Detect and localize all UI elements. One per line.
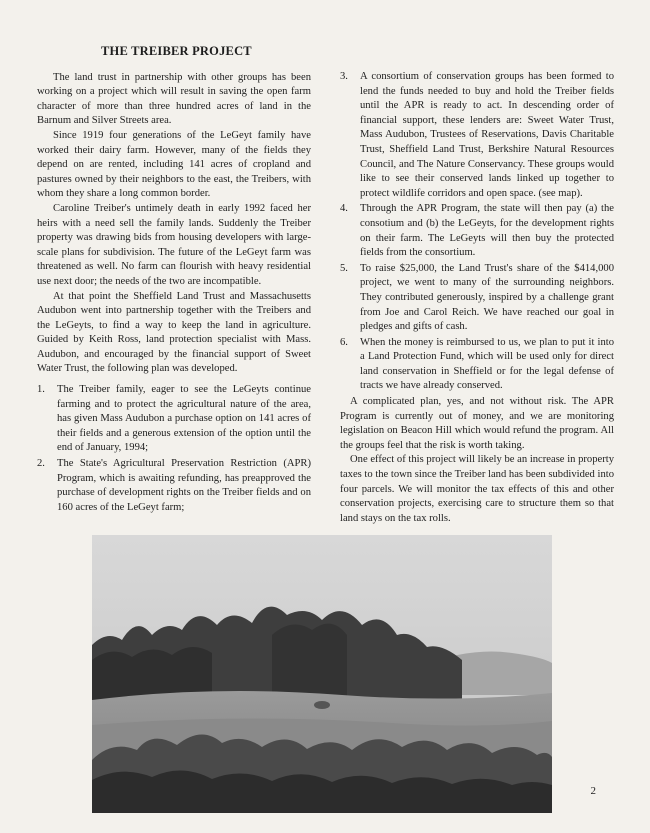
list-number: 6. bbox=[340, 336, 348, 348]
paragraph: One effect of this project will likely be an increase in property taxes to the town since the Treiber land has been subdivided into four parcels. We will monitor the tax effects of this and other conservation projects, exercising care to structure them so that land stays on the tax rolls. bbox=[340, 454, 614, 524]
list-text: The Treiber family, eager to see the LeGeyts continue farming and to protect the agricultural nature of the area, has given Mass Audubon a purchase option on 141 acres of their fields and a generous extension of the option until the end of January, 1994; bbox=[57, 384, 311, 454]
list-number: 2. bbox=[37, 458, 45, 470]
left-column bbox=[37, 44, 311, 516]
article-title: THE TREIBER PROJECT bbox=[101, 44, 252, 58]
paragraph: Since 1919 four generations of the LeGeyt family have worked their dairy farm. However, many of the fields they depend on are rented, including 141 acres of cropland and pastures owned by their neighbors to the east, the Treibers, with whom they share a long common border. bbox=[37, 129, 311, 200]
list-text: The State's Agricultural Preservation Restriction (APR) Program, which is awaiting refunding, has preapproved the purchase of development rights on the Treiber fields and on 160 acres of the LeGeyt farm; bbox=[57, 458, 311, 513]
list-item bbox=[340, 202, 614, 260]
list-number: 1. bbox=[37, 384, 45, 396]
plan-list-right bbox=[340, 70, 614, 394]
landscape-photo bbox=[92, 535, 552, 813]
page-number: 2 bbox=[590, 785, 596, 797]
list-text: To raise $25,000, the Land Trust's share of the $414,000 project, we went to many of the surrounding neighbors. They contributed generously, inspired by a challenge grant from Joe and Carol Reich. We have reached our goal in pledges and gifts of cash. bbox=[360, 262, 614, 333]
list-number: 5. bbox=[340, 262, 348, 274]
right-column bbox=[340, 70, 614, 526]
list-item bbox=[37, 383, 311, 456]
list-text: Through the APR Program, the state will then pay (a) the consotium and (b) the LeGeyts, for the development rights on their farm. The LeGeyts will then buy the protected fields from the consortium. bbox=[360, 203, 614, 259]
farm-field-image bbox=[92, 535, 552, 813]
list-item bbox=[340, 70, 614, 201]
paragraph: Caroline Treiber's untimely death in early 1992 faced her heirs with a need sell the family lands. Suddenly the Treiber property was drawing bids from housing developers with large-scale plans for subdivision. The future of the LeGeyt farm was threatened as well. No farm can flourish with heavy residential use next door; the needs of the two are incompatible. bbox=[37, 202, 311, 287]
list-text: When the money is reimbursed to us, we plan to put it into a Land Protection Fund, which will be used only for direct land conservation in Sheffield or for the legal defense of tracts we have already conserved. bbox=[360, 336, 614, 392]
paragraph: A complicated plan, yes, and not without risk. The APR Program is currently out of money, and we are monitoring legislation on Beacon Hill which would refund the program. All the groups feel that the risk is worth taking. bbox=[340, 396, 614, 451]
paragraph: At that point the Sheffield Land Trust and Massachusetts Audubon went into partnership together with the Treibers and the LeGeyts, to find a way to keep the land in agriculture. Guided by Keith Ross, land protection specialist with Mass. Audubon, and encouraged by the financial support of Sweet Water Trust, the following plan was developed. bbox=[37, 290, 311, 375]
plan-list-left bbox=[37, 383, 311, 515]
list-number: 3. bbox=[340, 71, 348, 82]
list-item bbox=[340, 336, 614, 394]
paragraph: The land trust in partnership with other groups has been working on a project which will result in saving the open farm character of more than three hundred acres of land in the Barnum and Silver Streets area. bbox=[37, 71, 311, 127]
list-item bbox=[37, 457, 311, 515]
list-number: 4. bbox=[340, 203, 348, 215]
list-item bbox=[340, 262, 614, 335]
list-text: A consortium of conservation groups has been formed to lend the funds needed to buy and hold the Treiber fields until the APR is ready to act. In descending order of financial support, these lenders are: Sweet Water Trust, Mass Audubon, Trustees of Reservations, Davis Charitable Trust, Sheffield Land Trust, Berkshire Natural Resources Council, and The Nature Conservancy. These groups would like to see their conserved lands linked up together to protect wildlife corridors and open space. (see map). bbox=[360, 71, 614, 199]
